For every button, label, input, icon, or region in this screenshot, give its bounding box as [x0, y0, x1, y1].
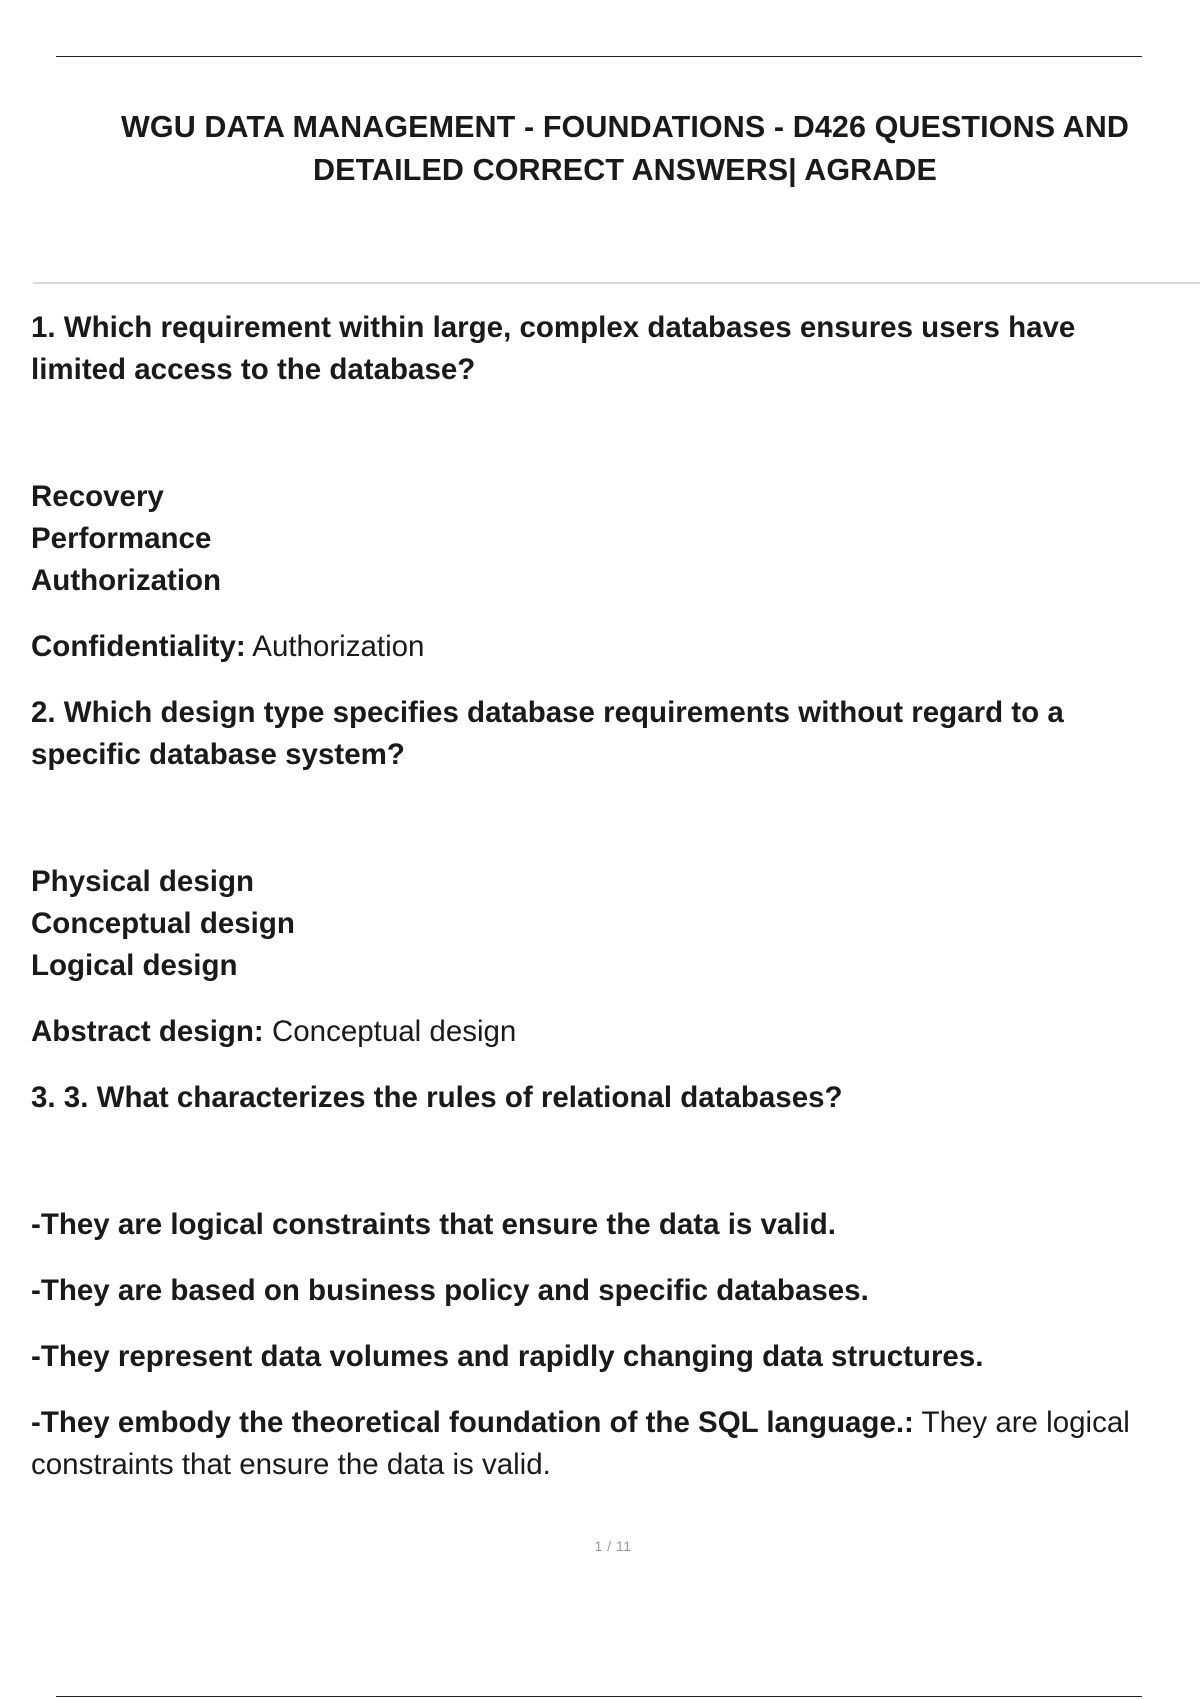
question-2-answer-line [31, 1011, 1200, 1053]
question-3-option-2: -They are based on business policy and specific databases. [31, 1274, 869, 1307]
question-2-answer: Conceptual design [271, 1015, 517, 1048]
title-separator [33, 282, 1200, 284]
question-2-line-2: specific database system? [31, 738, 405, 771]
bottom-rule [56, 1696, 1142, 1697]
question-1-line-1: 1. Which requirement within large, complex databases ensures users have [31, 311, 1076, 344]
question-2-option-2: Conceptual design [31, 907, 295, 940]
question-2 [31, 692, 1200, 1053]
title-line-1: WGU DATA MANAGEMENT - FOUNDATIONS - D426 QUESTIONS AND [121, 110, 1129, 144]
question-1-option-1: Recovery [31, 480, 164, 513]
question-3-option-1: -They are logical constraints that ensure the data is valid. [31, 1208, 836, 1241]
questions-content [31, 307, 1200, 1486]
question-3-last-option: -They embody the theoretical foundation of the SQL language.: [31, 1406, 914, 1439]
question-2-text [31, 692, 1200, 776]
question-1-answer: Authorization [252, 630, 425, 663]
question-2-option-3: Logical design [31, 949, 238, 982]
title-line-2: DETAILED CORRECT ANSWERS| AGRADE [313, 153, 937, 187]
top-rule [56, 56, 1142, 57]
question-1 [31, 307, 1200, 668]
question-2-options [31, 861, 1200, 987]
page-indicator: 1 / 11 [594, 1538, 632, 1554]
question-3-text: 3. 3. What characterizes the rules of relational databases? [31, 1081, 843, 1114]
question-3-answer-line [31, 1402, 1200, 1486]
question-1-text [31, 307, 1200, 391]
question-3-option-3: -They represent data volumes and rapidly changing data structures. [31, 1340, 984, 1373]
question-2-line-1: 2. Which design type specifies database requirements without regard to a [31, 696, 1064, 729]
question-1-answer-line [31, 626, 1200, 668]
question-3-answer-part-1: They are logical [921, 1406, 1130, 1439]
question-2-option-1: Physical design [31, 865, 254, 898]
question-1-option-2: Performance [31, 522, 212, 555]
question-1-option-3: Authorization [31, 564, 222, 597]
question-3 [31, 1077, 1200, 1486]
question-1-line-2: limited access to the database? [31, 353, 476, 386]
question-1-options [31, 476, 1200, 602]
question-2-last-option: Abstract design: [31, 1015, 264, 1048]
question-3-answer-part-2: constraints that ensure the data is valid. [31, 1448, 551, 1481]
document-title [60, 106, 1190, 192]
question-1-last-option: Confidentiality: [31, 630, 246, 663]
